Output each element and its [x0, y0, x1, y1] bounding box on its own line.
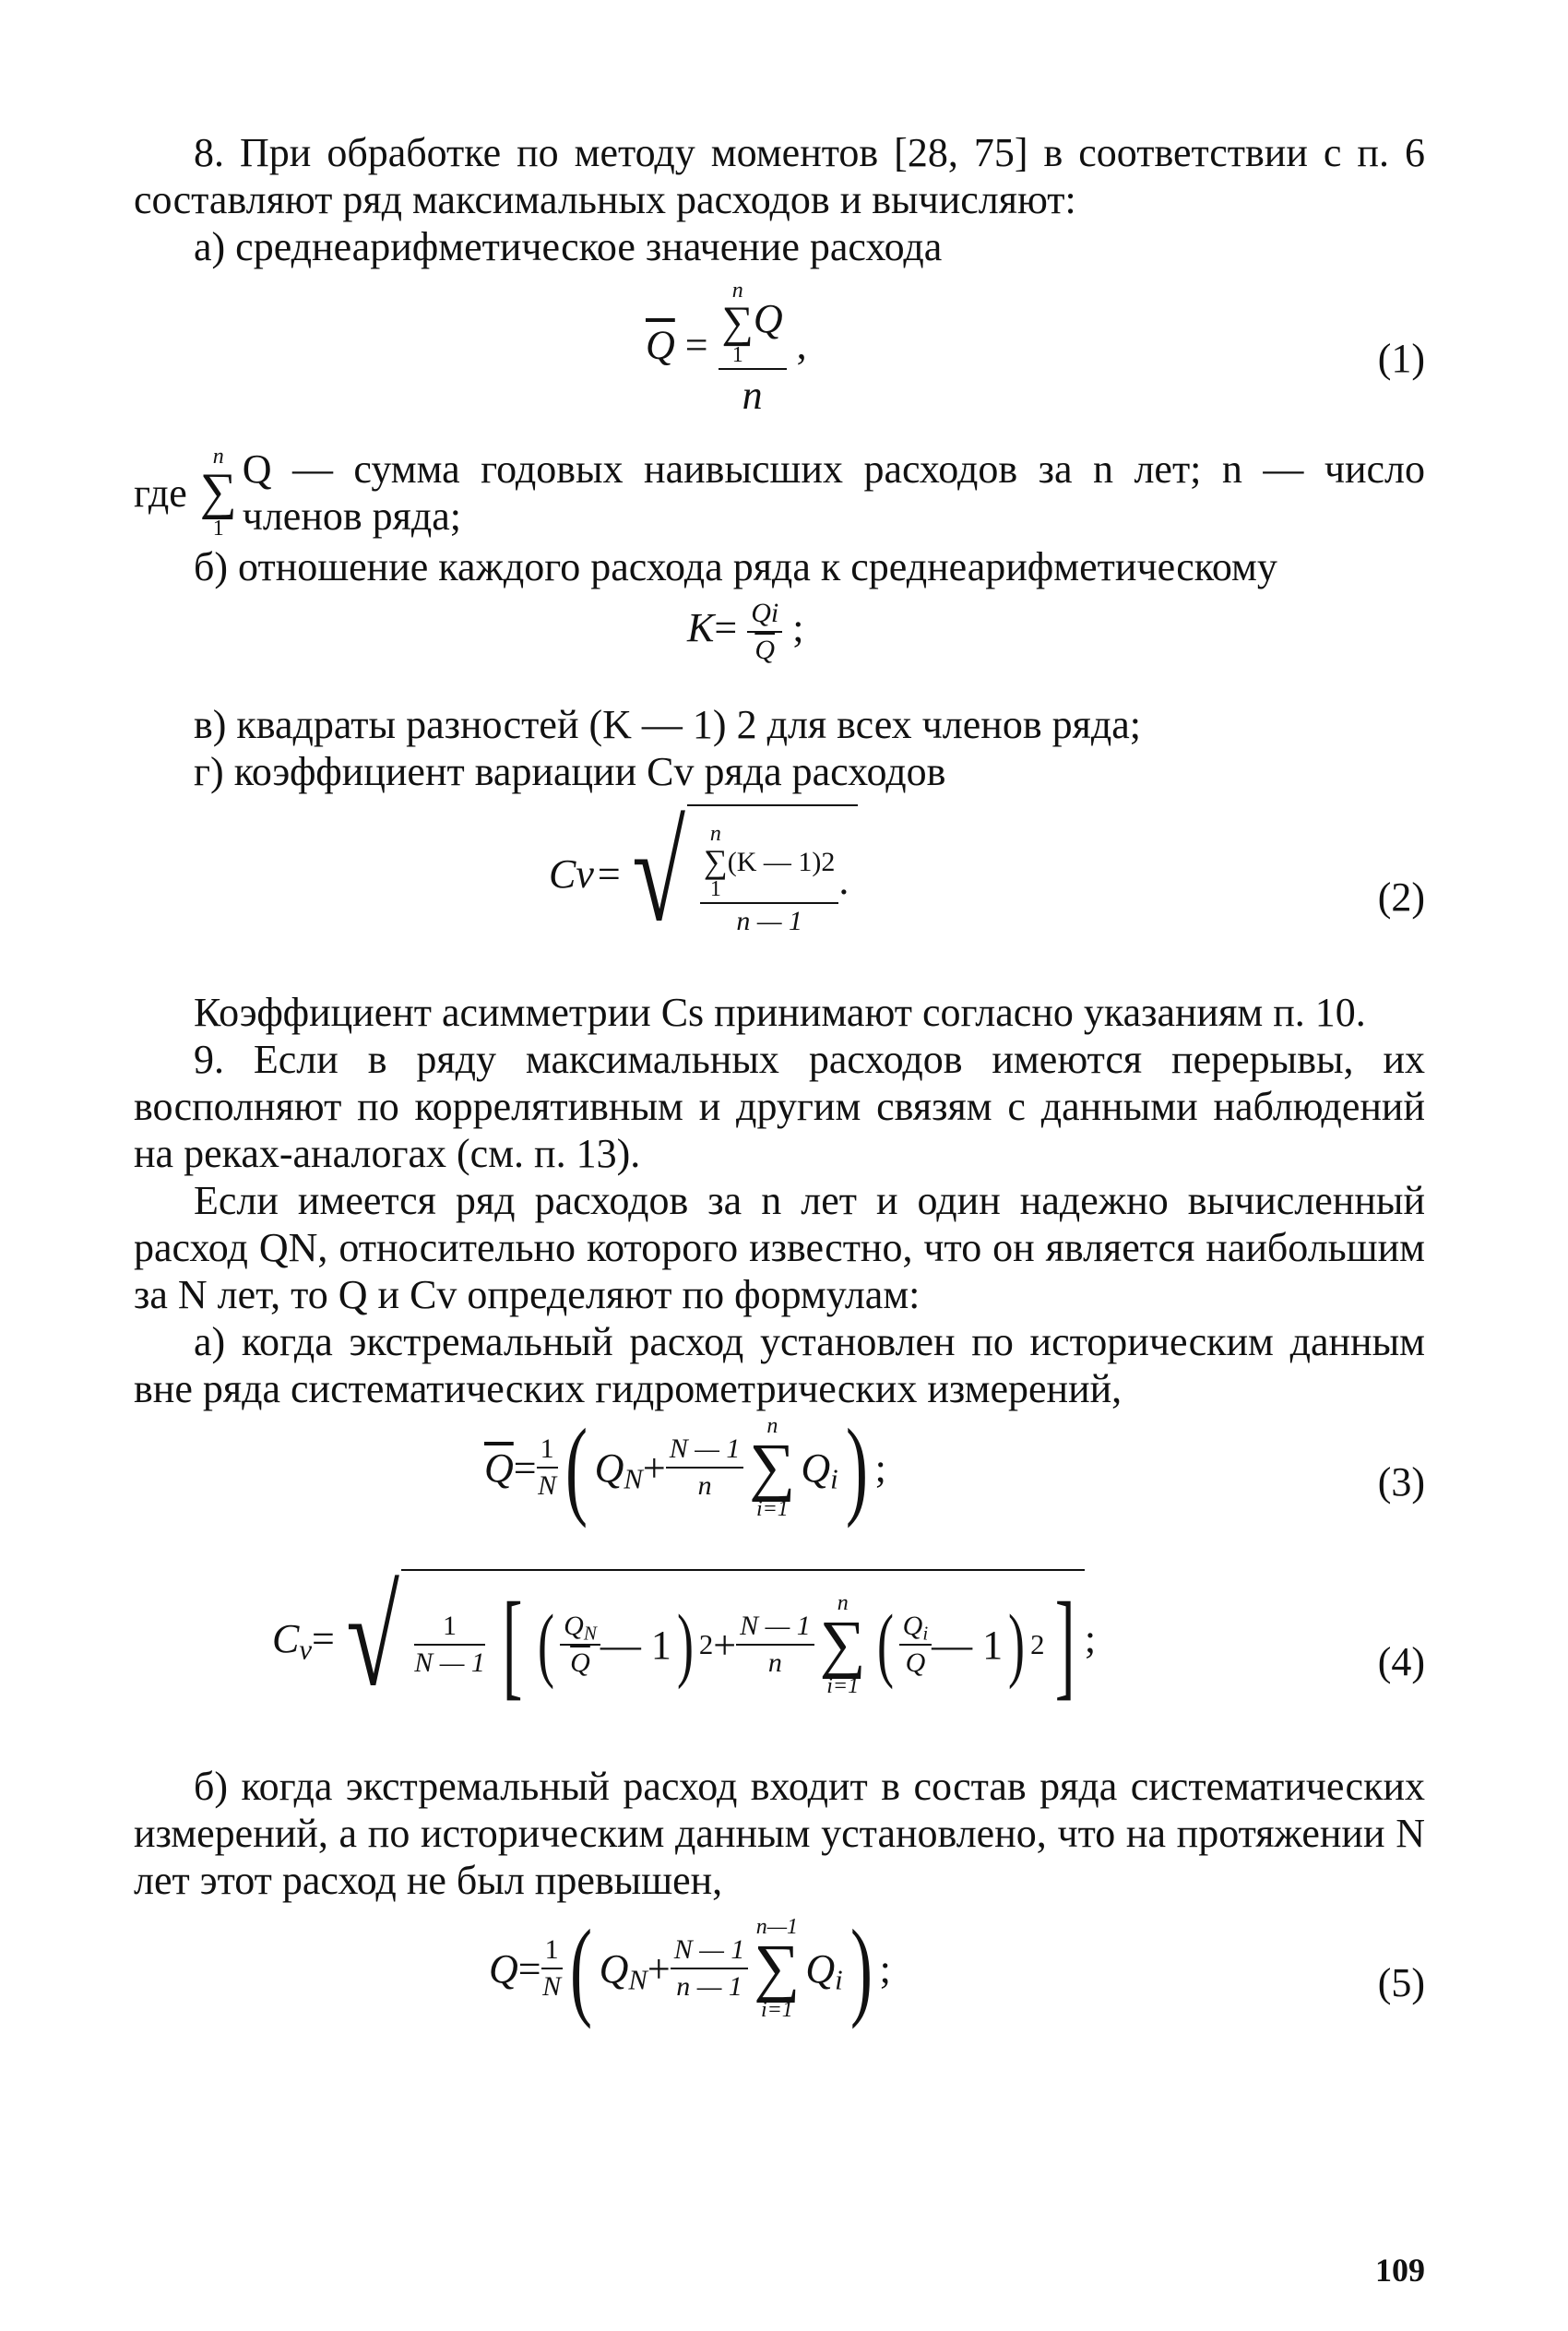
formula-4: $C_v$ = √ $\frac{1}{N — 1}$ [ ( $\frac{Q_N}{Q}$ — 1 ) 2 + $\frac{N — 1}{n}$ n ∑ i=1 ( $\frac{Q_i}{Q}$ — 1 ) 2 ] ; (4)	[272, 1562, 1425, 1715]
formula-5-number: (5)	[1377, 1960, 1425, 2005]
page-number: 109	[1375, 2252, 1425, 2289]
paragraph-9-series: Если имеется ряд расходов за n лет и один надежно вычисленный расход QN, относительно которого известно, что он является наибольшим за N лет, то Q и Cv определяют по формулам:	[134, 1178, 1425, 1317]
formula-5: Q = $\frac{1}{N}$ ( $Q_N$ + $\frac{N — 1}{n — 1}$ n—1 ∑ i=1 $Q_i$ ) ; (5)	[489, 1907, 1425, 2029]
item-a-historical: а) когда экстремальный расход установлен по историческим данным вне ряда систематических гидрометрических измерений,	[134, 1319, 1425, 1411]
formula-2-number: (2)	[1377, 874, 1425, 920]
where-line: где n ∑ 1 Q — сумма годовых наивысших расходов за n лет; n — число членов ряда;	[134, 445, 1425, 541]
formula-1-lhs: $\overline{Q}$	[646, 322, 675, 368]
item-b-systematic: б) когда экстремальный расход входит в состав ряда систематических измерений, а по историческим данным установлено, что на протяжении N лет этот расход не был превышен,	[134, 1764, 1425, 1903]
formula-1-number: (1)	[1377, 336, 1425, 381]
formula-3-number: (3)	[1377, 1459, 1425, 1504]
formula-1: $\overline{Q}$ = n ∑ 1 Q n , (1)	[646, 279, 1425, 418]
item-g-variation: г) коэффициент вариации Cv ряда расходов	[194, 749, 946, 794]
asymmetry-coefficient-text: Коэффициент асимметрии Cs принимают согласно указаниям п. 10.	[194, 990, 1366, 1035]
formula-3: $\overline{Q}$ = $\frac{1}{N}$ ( $Q_N$ + $\frac{N — 1}{n}$ n ∑ i=1 $Q_i$ ) ; (3)	[484, 1406, 1425, 1528]
formula-4-number: (4)	[1377, 1639, 1425, 1684]
paragraph-9: 9. Если в ряду максимальных расходов имеются перерывы, их восполняют по коррелятивным и другим связям с данными наблюдений на реках-аналогах (см. п. 13).	[134, 1037, 1425, 1176]
formula-k: K= $\frac{Qi}{Q}$ ;	[687, 598, 804, 665]
formula-2: Cv = √ n ∑ 1 (K — 1)2 n — 1 . (2)	[549, 797, 1425, 950]
item-a-mean: а) среднеарифметическое значение расхода	[194, 224, 943, 269]
item-v-squares: в) квадраты разностей (K — 1) 2 для всех членов ряда;	[194, 702, 1141, 747]
item-b-ratio: б) отношение каждого расхода ряда к среднеарифметическому	[194, 544, 1277, 589]
paragraph-8-intro: 8. При обработке по методу моментов [28, 75] в соответствии с п. 6 составляют ряд максимальных расходов и вычисляют:	[134, 130, 1425, 222]
